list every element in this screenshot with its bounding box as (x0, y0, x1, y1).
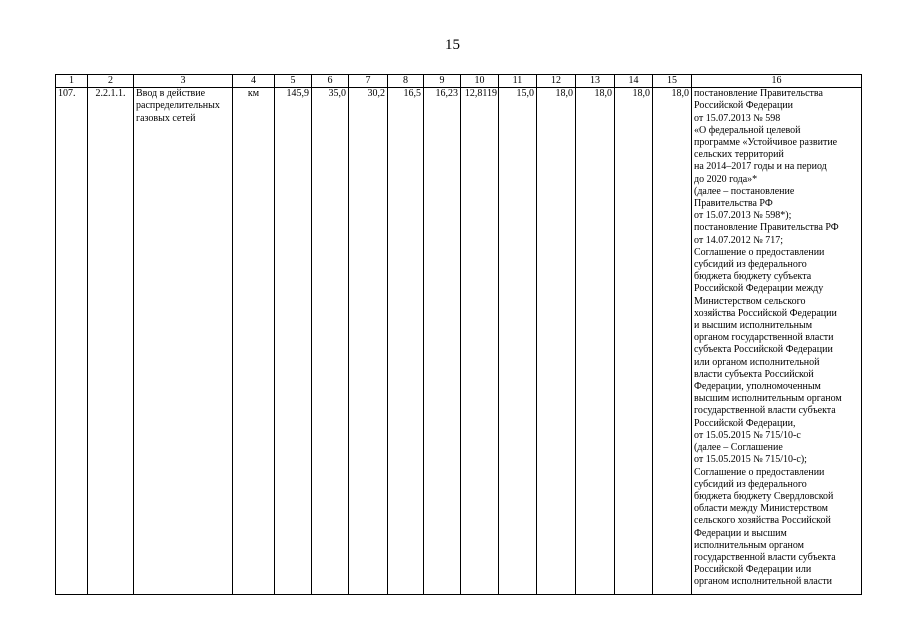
legal-basis-line: субсидий из федерального (694, 259, 807, 271)
legal-basis-line: органом государственной власти (694, 332, 834, 344)
column-header: 12 (537, 75, 576, 88)
column-header: 8 (388, 75, 424, 88)
legal-basis-line: от 15.05.2015 № 715/10-с); (694, 454, 807, 466)
legal-basis-line: постановление Правительства РФ (694, 222, 839, 234)
legal-basis-line: бюджета бюджету Свердловской (694, 490, 834, 502)
legal-basis-line: органом исполнительной власти (694, 576, 832, 588)
column-header: 2 (88, 75, 134, 88)
column-header: 9 (424, 75, 461, 88)
legal-basis-line: или органом исполнительной (694, 356, 820, 368)
legal-basis-line: Российской Федерации (694, 100, 794, 112)
legal-basis-line: области между Министерством (694, 503, 828, 515)
legal-basis-cell (692, 88, 862, 595)
row-value-cell: 30,2 (349, 88, 388, 595)
column-header: 15 (653, 75, 692, 88)
legal-basis-line: государственной власти субъекта (694, 405, 836, 417)
legal-basis-line: на 2014–2017 годы и на период (694, 161, 827, 173)
legal-basis-line: постановление Правительства (694, 88, 823, 100)
table-row (56, 88, 862, 595)
row-value-cell: 145,9 (275, 88, 312, 595)
row-value-cell: 15,0 (499, 88, 537, 595)
legal-basis-line: государственной власти субъекта (694, 551, 836, 563)
legal-basis-line: субсидий из федерального (694, 478, 807, 490)
row-value-cell: 16,23 (424, 88, 461, 595)
column-header-row (56, 75, 862, 88)
column-header: 4 (233, 75, 275, 88)
row-value-cell: 18,0 (576, 88, 615, 595)
row-value-cell: 18,0 (615, 88, 653, 595)
legal-basis-line: хозяйства Российской Федерации (694, 307, 837, 319)
row-name-cell (134, 88, 233, 595)
legal-basis-line: Российской Федерации между (694, 283, 824, 295)
row-unit-cell: км (233, 88, 275, 595)
legal-basis-line: Соглашение о предоставлении (694, 246, 825, 258)
page-number: 15 (445, 37, 460, 53)
row-value-cell: 16,5 (388, 88, 424, 595)
legal-basis-line: бюджета бюджету субъекта (694, 271, 812, 283)
row-name-line: газовых сетей (136, 112, 196, 124)
column-header: 10 (461, 75, 499, 88)
legal-basis-line: (далее – постановление (694, 185, 795, 197)
row-number-cell: 107. (56, 88, 88, 595)
legal-basis-line: Министерством сельского (694, 295, 806, 307)
legal-basis-line: и высшим исполнительным (694, 320, 813, 332)
column-header: 11 (499, 75, 537, 88)
legal-basis-line: от 15.07.2013 № 598 (694, 112, 781, 124)
legal-basis-line: Правительства РФ (694, 198, 773, 210)
legal-basis-line: от 15.05.2015 № 715/10-с (694, 429, 801, 441)
legal-basis-line: Федерации, уполномоченным (694, 381, 821, 393)
legal-basis-line: власти субъекта Российской (694, 368, 814, 380)
column-header: 3 (134, 75, 233, 88)
legal-basis-line: до 2020 года»* (694, 173, 758, 185)
column-header: 14 (615, 75, 653, 88)
row-value-cell: 12,8119 (461, 88, 499, 595)
legal-basis-line: от 15.07.2013 № 598*); (694, 210, 792, 222)
row-code-cell: 2.2.1.1. (88, 88, 134, 595)
column-header: 5 (275, 75, 312, 88)
row-value-cell: 18,0 (537, 88, 576, 595)
legal-basis-line: субъекта Российской Федерации (694, 344, 833, 356)
legal-basis-line: от 14.07.2012 № 717; (694, 234, 784, 246)
column-header: 13 (576, 75, 615, 88)
legal-basis-line: Соглашение о предоставлении (694, 466, 825, 478)
legal-basis-line: «О федеральной целевой (694, 124, 801, 136)
column-header: 1 (56, 75, 88, 88)
legal-basis-line: сельского хозяйства Российской (694, 515, 831, 527)
legal-basis-line: высшим исполнительным органом (694, 393, 842, 405)
legal-basis-line: Федерации и высшим (694, 527, 787, 539)
legal-basis-line: Российской Федерации или (694, 564, 812, 576)
row-name-line: распределительных (136, 100, 220, 112)
column-header: 7 (349, 75, 388, 88)
column-header: 16 (692, 75, 862, 88)
row-value-cell: 35,0 (312, 88, 349, 595)
legal-basis-line: программе «Устойчивое развитие (694, 137, 838, 149)
legal-basis-line: исполнительным органом (694, 539, 804, 551)
column-header: 6 (312, 75, 349, 88)
row-value-cell: 18,0 (653, 88, 692, 595)
row-name-line: Ввод в действие (136, 88, 206, 100)
legal-basis-line: сельских территорий (694, 149, 784, 161)
legal-basis-line: Российской Федерации, (694, 417, 796, 429)
data-table (55, 74, 862, 595)
legal-basis-line: (далее – Соглашение (694, 442, 783, 454)
